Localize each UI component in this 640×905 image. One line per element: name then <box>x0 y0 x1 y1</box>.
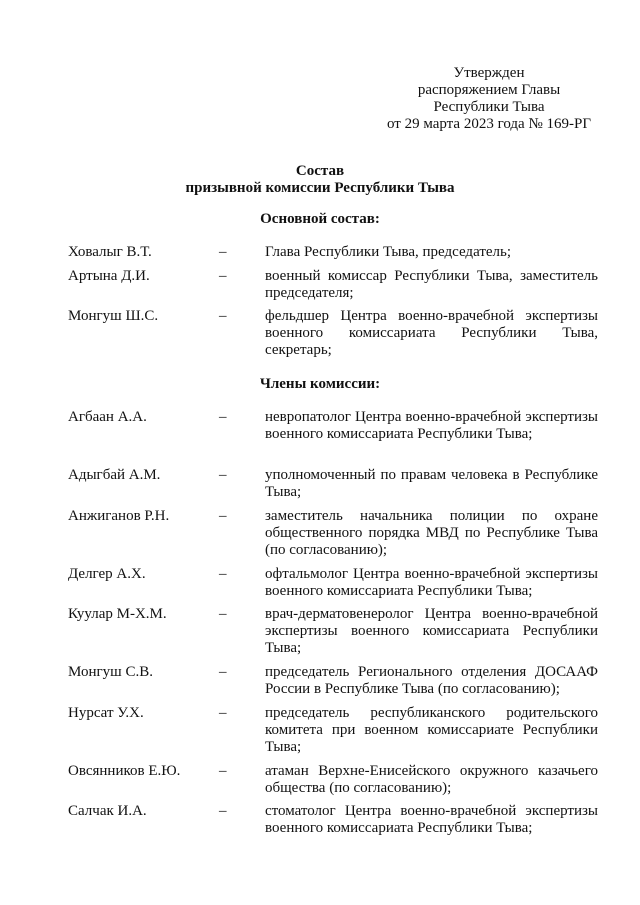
member-dash: – <box>219 566 227 582</box>
member-role: врач-дерматовенеролог Центра военно-врачебной экспертизы военного комиссариата Республики Тыва; <box>265 606 598 656</box>
document-title <box>0 163 640 197</box>
member-role: стоматолог Центра военно-врачебной экспертизы военного комиссариата Республики Тыва; <box>265 803 598 836</box>
member-role: председатель Регионального отделения ДОСААФ России в Республике Тыва (по согласованию); <box>265 664 598 697</box>
approval-line-4: от 29 марта 2023 года № 169-РГ <box>386 116 592 132</box>
member-dash: – <box>219 803 227 819</box>
member-name: Монгуш С.В. <box>68 664 153 680</box>
member-dash: – <box>219 763 227 779</box>
main-section-heading: Основной состав: <box>260 211 380 227</box>
member-name: Ховалыг В.Т. <box>68 244 152 260</box>
commission-section-heading: Члены комиссии: <box>259 376 381 392</box>
member-role: Глава Республики Тыва, председатель; <box>265 244 512 260</box>
member-role: атаман Верхне-Енисейского окружного казачьего общества (по согласованию); <box>265 763 598 796</box>
member-role: невропатолог Центра военно-врачебной экспертизы военного комиссариата Республики Тыва; <box>265 409 598 442</box>
member-dash: – <box>219 244 227 260</box>
member-dash: – <box>219 705 227 721</box>
member-dash: – <box>219 268 227 284</box>
member-dash: – <box>219 467 227 483</box>
member-role: фельдшер Центра военно-врачебной экспертизы военного комиссариата Республики Тыва, секретарь; <box>265 308 598 358</box>
member-dash: – <box>219 508 227 524</box>
member-name: Агбаан А.А. <box>68 409 147 425</box>
member-name: Нурсат У.Х. <box>68 705 144 721</box>
approval-block <box>330 65 640 133</box>
member-role: офтальмолог Центра военно-врачебной экспертизы военного комиссариата Республики Тыва; <box>265 566 598 599</box>
member-role: военный комиссар Республики Тыва, заместитель председателя; <box>265 268 598 301</box>
member-role: заместитель начальника полиции по охране общественного порядка МВД по Республике Тыва (по согласованию); <box>265 508 598 558</box>
approval-line-2: распоряжением Главы <box>417 82 561 98</box>
member-name: Овсянников Е.Ю. <box>68 763 181 779</box>
member-name: Артына Д.И. <box>68 268 150 284</box>
member-role: уполномоченный по правам человека в Республике Тыва; <box>265 467 598 500</box>
member-name: Адыгбай А.М. <box>68 467 161 483</box>
member-dash: – <box>219 664 227 680</box>
member-dash: – <box>219 409 227 425</box>
approval-line-1: Утвержден <box>453 65 525 81</box>
member-name: Анжиганов Р.Н. <box>68 508 170 524</box>
approval-line-3: Республики Тыва <box>433 99 545 115</box>
member-role: председатель республиканского родительского комитета при военном комиссариате Республики Тыва; <box>265 705 598 755</box>
title-line-2: призывной комиссии Республики Тыва <box>185 180 455 196</box>
member-name: Монгуш Ш.С. <box>68 308 159 324</box>
member-dash: – <box>219 606 227 622</box>
member-name: Куулар М-Х.М. <box>68 606 167 622</box>
member-name: Делгер А.Х. <box>68 566 146 582</box>
member-dash: – <box>219 308 227 324</box>
member-name: Салчак И.А. <box>68 803 147 819</box>
title-line-1: Состав <box>295 163 345 179</box>
